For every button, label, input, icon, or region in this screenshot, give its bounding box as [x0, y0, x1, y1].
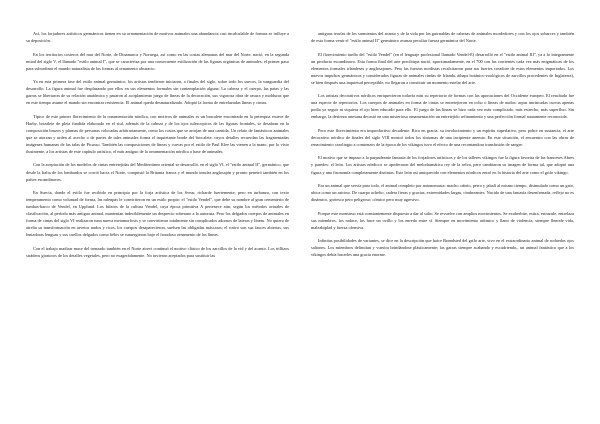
paragraph: El motivo que se impuso a la parpadeante fantasía de los forjadores artísticos y de los talleres vikingos fue la figura favorita de las franceses Abres y paredes: el león. Los artistas nórdicos se apoderaron del melodramático rey de la selva, pero cambiaron su imagen de forma tal, que adoptó una figura y una fisonomía completamente distintas. Este león así amiquecido con elementos nórdicos entró en la historia del arte como el grifo vikingo.	[311, 155, 574, 175]
paragraph: Infinitas posibilidades de variantes, se dice en la descripción que haice Brøndsted del grifo arte, vivo en el extraordinario animal de roduedas ojos saltones. Los miembros delimitan y vuestra brindándose plásticamente; las garras siempre acabando y escudriendo,, un animal fantástico que a los vikingos debía hacerles una gracia enorme.	[311, 238, 574, 258]
paragraph: En Suecia, donde el estilo fue recibido en principio por la forja artística de los Svear, richarde fuertemente; pero en turbanza, con texto temperamento como voluntad de forma, las ralenpas le convirtieron en un estilo propio: el "estilo Vendel", que debe su nombre al gran cementerio de tumbas-barco de Vendel, en Upplund. Los bifaros de la cultura Vendel, cuya época primitiva A pertenece aún, según los métodos actuales de clasificación, al período más antiguo animal, mantenían indeciblemente un desprecio soberano a la autoruta. Pero los delgados cuerpos de animales en forma de cintas del siglo VI realizaron tuna nueva metamorfosis y se convirtieron totalmente sin complicados adornos de lateras y líneas. No quiera de atrelia su transformación en arvetos nudos y ricos, los cuerpos desaparecieron, suelsen las obligadas máscaras; el rostro son sus fauces abiertas, sus lentadoras lenguas y sus cuellos delgados como bélos se sumergieron bajo el frondoso ornamento de las líneas.	[26, 190, 289, 238]
paragraph: Ya en esta primera fase del estilo animal germánico, los artistas tendieron iniciaron, a finales del siglo, sobre todo los suecos, la vanguardia del desarrollo. La figura animal fue desplazando por ellos en sus elementos formales sin contemplación alguna. La cabeza y el cuerpo, las patas y las garras se libertaron de su relación anatómica y pasaron al acoplamiento juego de líneas de la decoración, sus vigorosa obra de rasura y molduras que en este tiempo asume el mando sin encontrar resistencia. El animal queda desnaturalizado. Adoptó la forma de entrelazadas líneas y cintas.	[26, 79, 289, 106]
paragraph: Los artistas decorativos nórdicos enriquecieron todavía más su repertorio de formas con las aportaciones del Occidente europeo. El resultado fue una especie de repertorios. Los cuerpos de animales en forma de cintas se entretejieron en ocho o líneas de nudos: arpas intrincadas curvas apenas podía ya seguir ni siquiera el ojo bien educado para ello. El juego de las líneas se hizo cada vez más complicado, más estrecho, más superfluo. Sin embargo, la destreza artesana decastó en una misteriosa ornamentación un entretejido refinamiento y una perfección formal sumamente reconocida.	[311, 93, 574, 120]
paragraph: Típico de este primer florecimiento de la ornamentación nórdica, con motivos de animales es un bracalete encontrado en la petrequia esuece de Harby, brizalete de pleta fundida elaborado en el siul, además de la cabeza y de los ojos tulescopicos de las figuras frontales, se desabran en la composición bruzos y plumas de personas colocadas arbitrariamente, como los rostos que se arrojan de una caenida. Un relato de fantásticos animales que se atorzan y urden al acecho o de partes de tales animales forma el inquietante borde del brocalete, cuyos detalles recuerdan las fragmentadas imágenes humanas de las talas de Picasso. También las composiciones de líneas y curvas por el estilo de Paul Klee las vienen a la mano, por lo visto ilusimente, a los artistas de este capítulo artístico, el más antiguo de la ornamentación nórdica a base de animales.	[26, 113, 289, 154]
right-column	[311, 30, 574, 404]
paragraph: Con la aceptación de los modelos de cintas entretejidas del Mediterráneo oriental se desarrolló, en el siglo VI, el "estilo animal II", germánico, que desde la Italia de los lombardos se corrió hacia el Norte, conquistó la Britania franca y el mundo insular anglosajón y pronto penetró también en los países escandinavos.	[26, 162, 289, 182]
paragraph: Con el trabajo madirar mace del trenzado también en el Norte atrevi continuó el motivo clásico de los zarcillos de la vid y del acanto. Los trillizos strádeos giratoros de los detalles vegetales, pero no exagerádamente. No tuvieron aceptados para sustituir las	[26, 245, 289, 258]
left-column	[26, 30, 289, 404]
paragraph: Así, los forjadores artísticos germánicos tienen en su ornamentación de motivos animales una abundancia casi incalculable de formas se influye a su deposición.	[26, 31, 289, 44]
paragraph: En los territorios costeros del mar del Norte, de Dinamarca y Noruega, así como en las costas alemanas del mar del Norte, nació, en la segunda mitad del siglo V, el llamado "estilo animal I", que se caracteriza por una consecuente estilización de las figuras orgánicas de animales: el primer paso para subordinar el mundo naturalista de las formas al ornamento abstracto.	[26, 51, 289, 71]
paragraph: El florecimiento tardío del "estilo Vendel" (en el lenguaje profesional llamado Vendel-E) desarrolló en el "estilo animal III", ya a lo integramente un producto escandinavo. Esta forma final del arte precibirpa nació, aproximadamente, en el 700 con las corrientes cada vez más enigmáticas de los elementos formales irlandeses y anglosajones. Pero las fuerzas nordistas recalcitarron para sus fuertes creadore de estos elementos importados. Los nuevos impulsos germánicos y considerados figuras de animales rindas de Irlanda, átbaps botánico-zoológicos de zarcillos procedentes de Inglaterra), se bien después una inquietud perceptible, no llegaron a constituir un momento estelar del arte.	[311, 51, 574, 85]
paragraph: Porque este monstruo está constantemente dispuesto a dar al salto. Se revuelve con amplios movimientos. Se exuberbite, estira, estrazule, entrelaza sus miembros, los radace, los hace un ovillo y los enreda entre sí. Siempre en movimiento arítmico y llano de violencia, siempre llenode vida, maleabiplad y fuerza ofensiva.	[311, 210, 574, 230]
paragraph: antiguas teorías de los sarmientos del acanto y de la vida por las guirnaldas de cabezas de animales mordedores y con los ojos sobarces y también de esta forma venir el "estilo animal II" germánico avanza peculiar fuerza germánica del Norte.	[311, 31, 574, 44]
two-column-layout	[26, 30, 574, 404]
paragraph: Pero este florecimiento era improductivo decadente. Rico en gracia, su involucimiento y un espíritu superlativo, pero pobre en sustancia, el arte decorativo nórdico de finales del siglo VIII mostró todos los síntomas de una incipiente anemia. En este situación, el encuentro con las obras de renacimiento carolingio a comienzos de la época de los vikingos tuvo el efecto de una recontandora transfusión de sangre.	[311, 127, 574, 147]
paragraph: Era un animal que servía para todo, el animal completo por antonomasia: macho cabrío, perro y jabalí al mismo tiempo, disimulado como un gato, ubica como un raicino. De cuarpo achelto, cadera fieras y gracias, extremidades largas, cimbreantes. Nacido de una fantasía desenfrenada, reflejo no es dinámico, grotesco pero peligroso; cómico pero muy agresivo.	[311, 183, 574, 203]
